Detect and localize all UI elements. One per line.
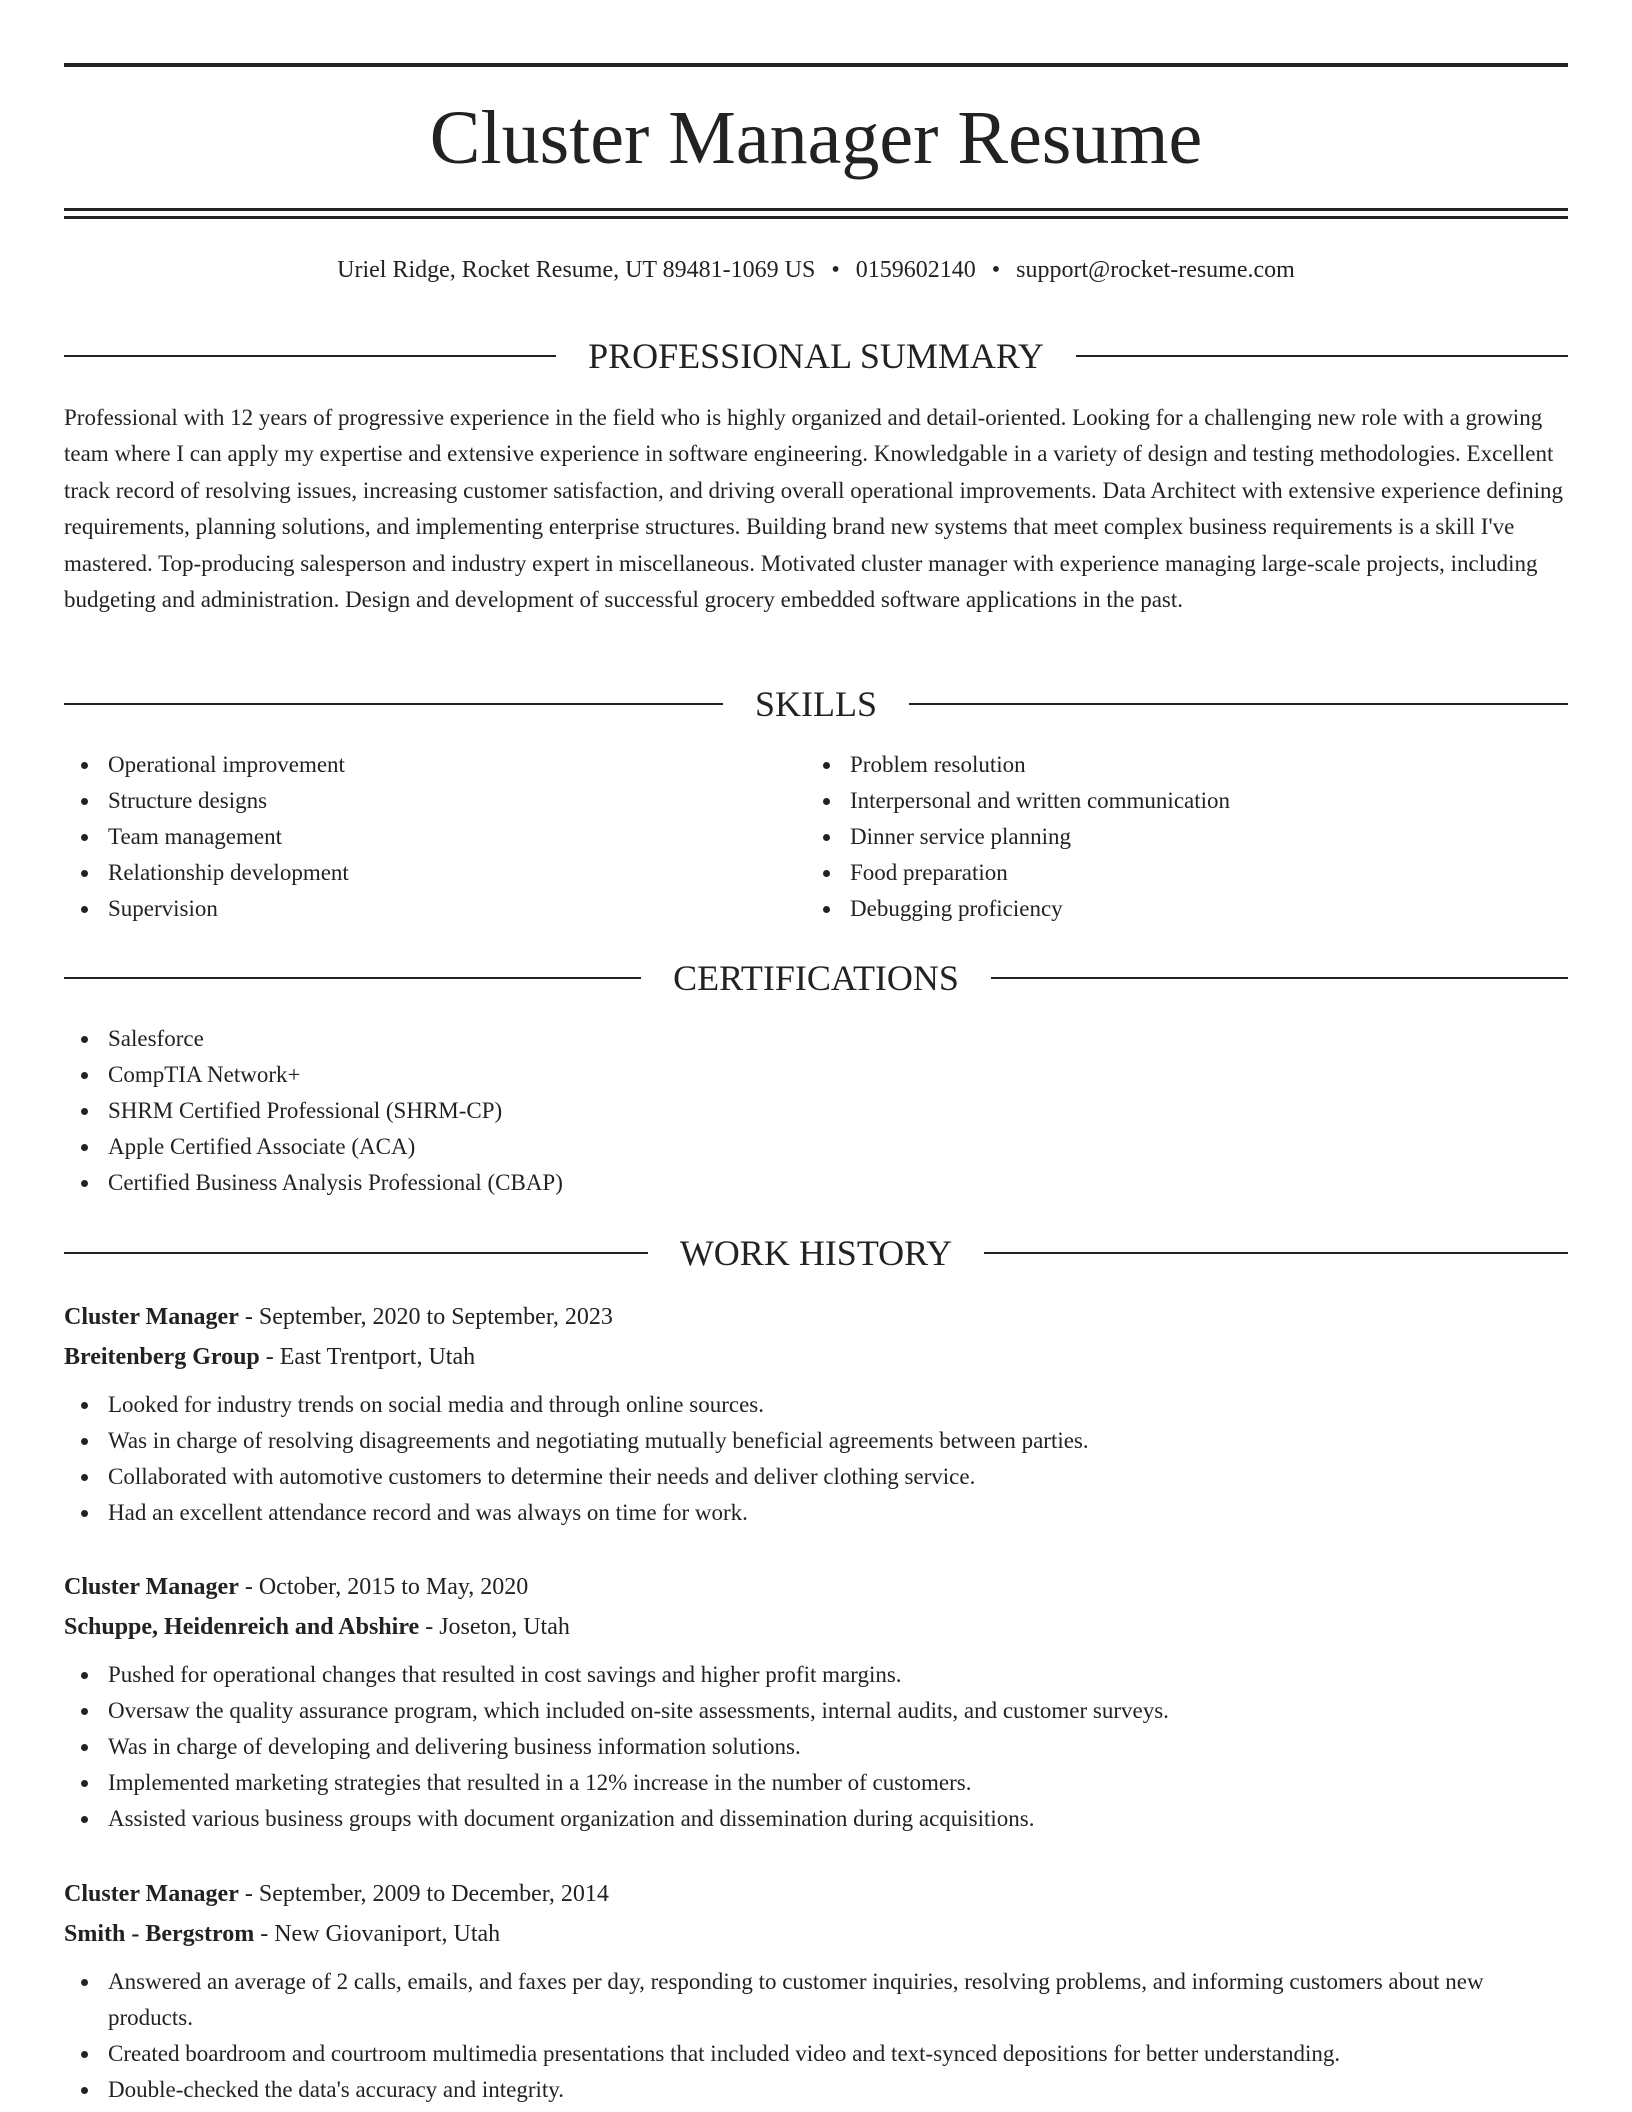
heading-rule <box>64 703 723 705</box>
job-duties-list <box>64 1964 1568 2108</box>
section-title: CERTIFICATIONS <box>673 958 959 998</box>
skills-column-right <box>806 747 1526 927</box>
page-title: Cluster Manager Resume <box>429 96 1203 180</box>
job-duty: Double-checked the data's accuracy and integrity. <box>64 2072 1568 2108</box>
section-heading-skills <box>64 682 1568 726</box>
job-dates: - September, 2020 to September, 2023 <box>244 1304 613 1330</box>
skill-item: Structure designs <box>64 783 784 819</box>
section-title: PROFESSIONAL SUMMARY <box>588 336 1044 376</box>
contact-separator: • <box>991 257 1001 283</box>
certifications-list <box>64 1021 1064 1201</box>
job-dates: - September, 2009 to December, 2014 <box>244 1881 609 1907</box>
heading-rule <box>64 977 641 979</box>
job-entry <box>64 1874 1568 2108</box>
certification-item: SHRM Certified Professional (SHRM-CP) <box>64 1093 1064 1129</box>
contact-phone: 0159602140 <box>855 257 976 283</box>
job-duties-list <box>64 1657 1568 1837</box>
skill-item: Interpersonal and written communication <box>806 783 1526 819</box>
skill-item: Supervision <box>64 891 784 927</box>
job-title-line <box>64 1874 1568 1914</box>
job-company: Breitenberg Group <box>64 1344 260 1370</box>
contact-email[interactable]: support@rocket-resume.com <box>1016 257 1295 283</box>
section-heading-work-history <box>64 1231 1568 1275</box>
job-title: Cluster Manager <box>64 1881 239 1907</box>
skill-item: Problem resolution <box>806 747 1526 783</box>
job-location: - East Trentport, Utah <box>265 1344 476 1370</box>
heading-rule <box>64 1252 648 1254</box>
heading-rule <box>64 355 556 357</box>
job-title: Cluster Manager <box>64 1304 239 1330</box>
job-company-line <box>64 1914 1568 1954</box>
job-duty: Was in charge of resolving disagreements and negotiating mutually beneficial agreements between parties. <box>64 1423 1568 1459</box>
job-title-line <box>64 1297 1568 1337</box>
section-title: SKILLS <box>755 684 878 724</box>
section-title: WORK HISTORY <box>679 1233 953 1273</box>
section-heading-summary <box>64 334 1568 378</box>
job-duty: Assisted various business groups with document organization and dissemination during acquisitions. <box>64 1801 1568 1837</box>
skills-list <box>806 747 1526 927</box>
job-dates: - October, 2015 to May, 2020 <box>244 1574 529 1600</box>
skill-item: Debugging proficiency <box>806 891 1526 927</box>
job-duty: Created boardroom and courtroom multimedia presentations that included video and text-synced depositions for better understanding. <box>64 2036 1568 2072</box>
job-duty: Looked for industry trends on social media and through online sources. <box>64 1387 1568 1423</box>
job-duty: Answered an average of 2 calls, emails, and faxes per day, responding to customer inquiries, resolving problems, and informing customers about new products. <box>64 1964 1568 2036</box>
job-company: Schuppe, Heidenreich and Abshire <box>64 1614 420 1640</box>
job-duty: Pushed for operational changes that resulted in cost savings and higher profit margins. <box>64 1657 1568 1693</box>
job-company-line <box>64 1337 1568 1377</box>
job-duties-list <box>64 1387 1568 1531</box>
header-bottom-rule <box>64 208 1568 211</box>
job-company: Smith - Bergstrom <box>64 1921 255 1947</box>
header-bottom-rule-2 <box>64 216 1568 219</box>
skills-list <box>64 747 784 927</box>
skill-item: Operational improvement <box>64 747 784 783</box>
header-top-rule <box>64 63 1568 67</box>
job-company-line <box>64 1607 1568 1647</box>
heading-rule <box>991 977 1568 979</box>
contact-line <box>64 254 1568 286</box>
certification-item: CompTIA Network+ <box>64 1057 1064 1093</box>
job-duty: Implemented marketing strategies that resulted in a 12% increase in the number of customers. <box>64 1765 1568 1801</box>
certification-item: Apple Certified Associate (ACA) <box>64 1129 1064 1165</box>
heading-rule <box>1076 355 1568 357</box>
certification-item: Certified Business Analysis Professional (CBAP) <box>64 1165 1064 1201</box>
job-location: - New Giovaniport, Utah <box>260 1921 501 1947</box>
summary-paragraph: Professional with 12 years of progressive experience in the field who is highly organized and detail-oriented. Looking for a challenging new role with a growing team where I can apply my expertise and extensive experience in software engineering. Knowledgable in a variety of design and testing methodologies. Excellent track record of resolving issues, increasing customer satisfaction, and driving overall operational improvements. Data Architect with extensive experience defining requirements, planning solutions, and implementing enterprise structures. Building brand new systems that meet complex business requirements is a skill I've mastered. Top-producing salesperson and industry expert in miscellaneous. Motivated cluster manager with experience managing large-scale projects, including budgeting and administration. Design and development of successful grocery embedded software applications in the past. <box>64 405 1563 613</box>
job-entry <box>64 1297 1568 1531</box>
job-duty: Collaborated with automotive customers to determine their needs and deliver clothing service. <box>64 1459 1568 1495</box>
job-title: Cluster Manager <box>64 1574 239 1600</box>
skill-item: Dinner service planning <box>806 819 1526 855</box>
job-title-line <box>64 1567 1568 1607</box>
skill-item: Relationship development <box>64 855 784 891</box>
job-duty: Was in charge of developing and delivering business information solutions. <box>64 1729 1568 1765</box>
job-location: - Joseton, Utah <box>425 1614 570 1640</box>
job-duty: Oversaw the quality assurance program, which included on-site assessments, internal audits, and customer surveys. <box>64 1693 1568 1729</box>
heading-rule <box>984 1252 1568 1254</box>
certification-item: Salesforce <box>64 1021 1064 1057</box>
job-entry <box>64 1567 1568 1837</box>
contact-separator: • <box>831 257 840 283</box>
contact-address: Uriel Ridge, Rocket Resume, UT 89481-1069 US <box>337 257 816 283</box>
certifications-block <box>64 1021 1064 1201</box>
heading-rule <box>909 703 1568 705</box>
section-heading-certifications <box>64 956 1568 1000</box>
skills-column-left <box>64 747 784 927</box>
skill-item: Food preparation <box>806 855 1526 891</box>
skill-item: Team management <box>64 819 784 855</box>
job-duty: Had an excellent attendance record and was always on time for work. <box>64 1495 1568 1531</box>
